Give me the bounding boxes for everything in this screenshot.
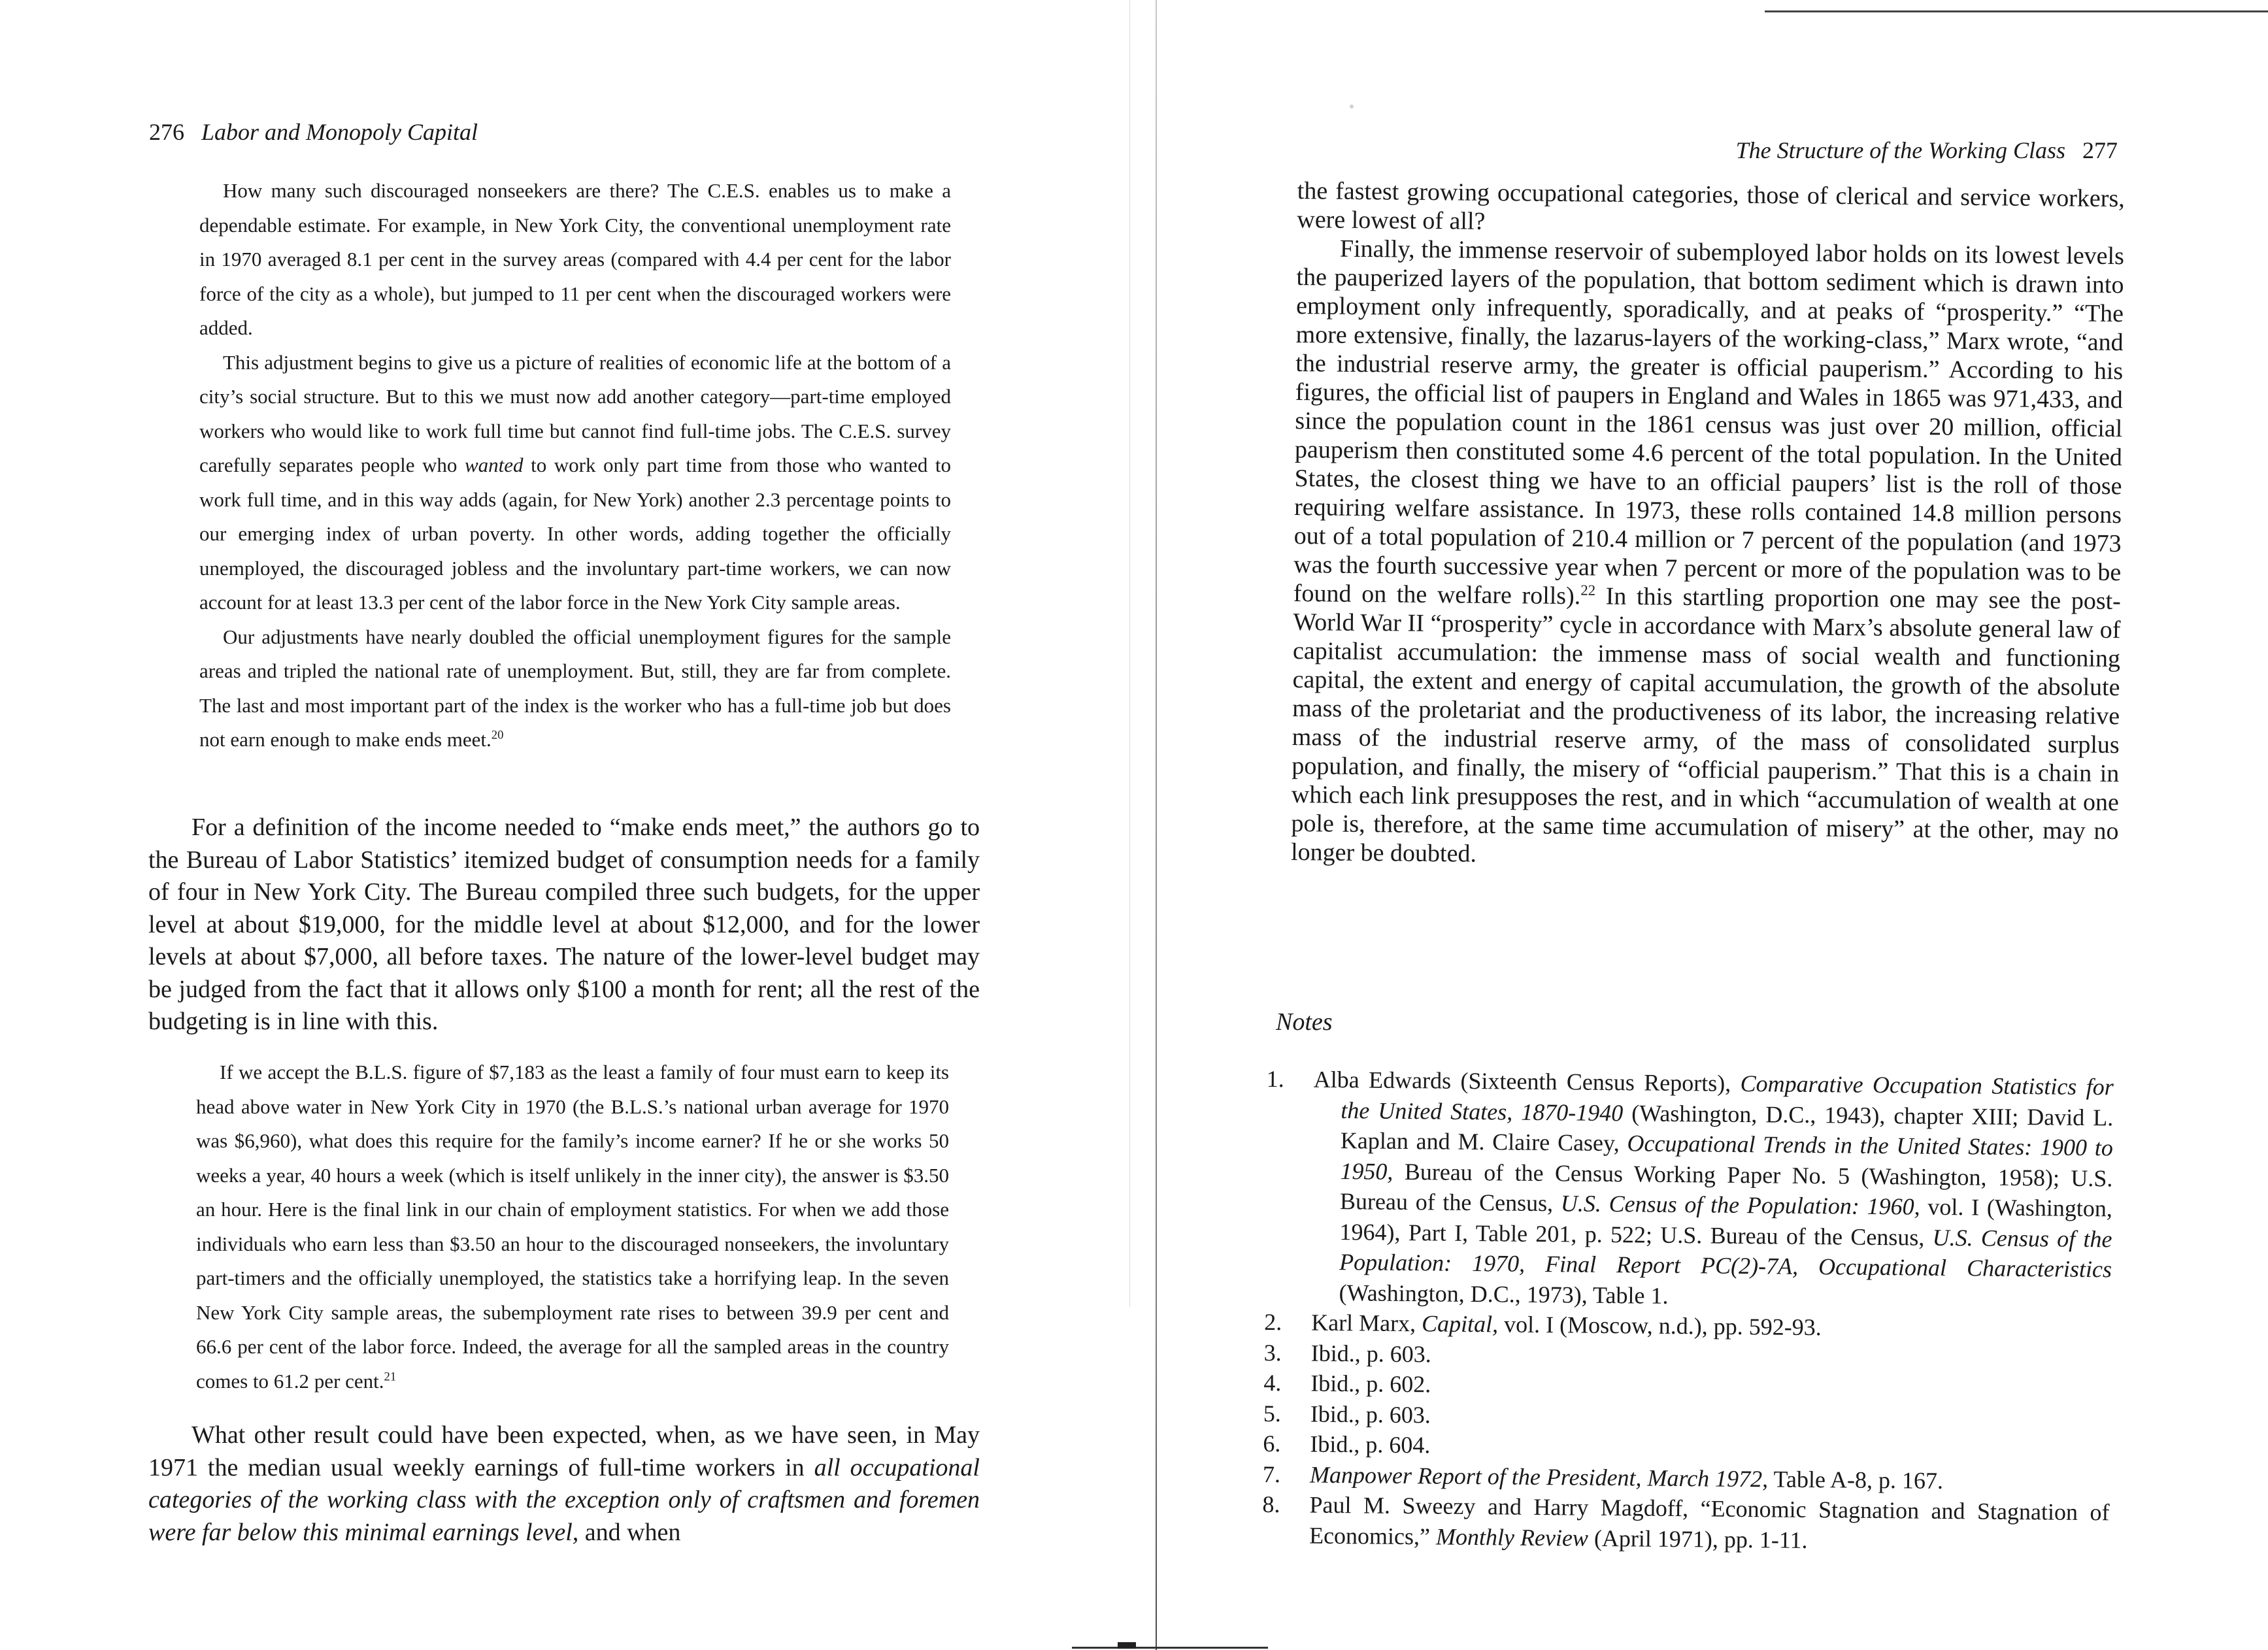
left-running-header — [149, 118, 478, 146]
scan-speck — [1350, 105, 1354, 108]
body2-emphasis: all occupational categories of the working class with the exception only of craftsmen and foremen were far below this minimal earnings level, — [148, 1453, 980, 1546]
quote2-text: If we accept the B.L.S. figure of $7,183 as the least a family of four must earn to keep its head above water in New York City in 1970 (the B.L.S.’s national urban average for 1970 was $6,960), what does this require for the family’s income earner? If he or she works 50 weeks a year, 40 hours a week (which is itself unlikely in the inner city), the answer is $3.50 an hour. Here is the final link in our chain of employment statistics. For when we add those individuals who earn less than $3.50 an hour to the discouraged nonseekers, the involuntary part-timers and the officially unemployed, the statistics take a horrifying leap. In the seven New York City sample areas, the subemployment rate rises to between 39.9 per cent and 66.6 per cent of the labor force. Indeed, the average for all the sampled areas in the country comes to 61.2 per cent. — [196, 1061, 949, 1393]
note8-part-a: Paul M. Sweezy and Harry Magdoff, “Economic Stagnation and Stagnation of Economics,” — [1309, 1491, 2110, 1550]
footnote-ref-22: 22 — [1580, 582, 1596, 599]
page-top-edge — [1765, 10, 2268, 12]
right-body-text — [1291, 176, 2125, 874]
right-page-number: 277 — [2082, 137, 2118, 163]
note2-part-c: vol. I (Moscow, n.d.), pp. 592-93. — [1497, 1311, 1822, 1341]
note8-part-c: (April 1971), pp. 1-11. — [1588, 1525, 1808, 1553]
quote1-p2-text-a: This adjustment begins to give us a picture of realities of economic life at the bottom of a city’s social structure. But to this we must now add another category—part-time employed workers who would like to work full time but cannot find full-time jobs. The C.E.S. survey carefully separates people who — [199, 350, 951, 476]
note-number: 3. — [1263, 1339, 1282, 1366]
note1-part-i: (Washington, D.C., 1973), Table 1. — [1339, 1279, 1669, 1309]
left-running-title: Labor and Monopoly Capital — [201, 119, 478, 145]
quote1-p2-text-b: to work only part time from those who wanted to work full time, and in this way adds (again, for New York) another 2.3 percentage points to our emerging index of urban poverty. In other words, adding together the officially unemployed, the discouraged jobless and the involuntary part-time workers, we can now account for at least 13.3 per cent of the labor force in the New York City sample areas. — [199, 454, 951, 614]
block-quote-2 — [196, 1055, 949, 1398]
right-paragraph-2 — [1291, 234, 2124, 874]
right-p2-text-b: In this startling proportion one may see the post-World War II “prosperity” cycle in accordance with Marx’s absolute general law of capitalist accumulation: the immense mass of social wealth and functioning capital, the extent and energy of capital accumulation, the growth of the absolute mass of the proletariat and the productiveness of its labor, the increasing relative mass of the industrial reserve army, of the mass of consolidated surplus population, and finally, the misery of “official pauperism.” That this is a chain in which each link presupposes the rest, and in which “accumulation of wealth at one pole is, therefore, at the same time accumulation of misery” at the other, may no longer be doubted. — [1290, 582, 2122, 868]
note-item — [1262, 1489, 2110, 1558]
body-paragraph-budget — [148, 812, 980, 1038]
note-number: 1. — [1266, 1065, 1284, 1093]
note-text: Ibid., p. 604. — [1310, 1430, 1431, 1459]
right-p2-text-a: Finally, the immense reservoir of subemployed labor holds on its lowest levels the pauperized layers of the population, that bottom sediment which is drawn into employment only infrequently, sporadically, and at peaks of “prosperity.” “The more extensive, finally, the lazarus-layers of the working-class,” Marx wrote, “and the industrial reserve army, the greater is official pauperism.” According to his figures, the official list of paupers in England and Wales in 1865 was 971,433, and since the population count in the 1861 census was just over 20 million, official pauperism then constituted some 4.6 percent of the total population. In the United States, the closest thing we have to an official paupers’ list is the roll of those requiring welfare assistance. In 1973, these rolls contained 14.8 million persons out of a total population of 210.4 million or 7 percent of the population (and 1973 was the fourth successive year when 7 percent or more of the population was to be found on the welfare rolls). — [1293, 235, 2125, 610]
footnote-ref-21: 21 — [384, 1370, 397, 1384]
notes-heading: Notes — [1276, 1008, 1333, 1036]
right-running-title: The Structure of the Working Class — [1735, 137, 2065, 163]
body2-text-a: What other result could have been expected, when, as we have seen, in May 1971 the median usual weekly earnings of full-time workers in — [148, 1421, 980, 1481]
left-page-number: 276 — [149, 119, 184, 145]
note-text: Ibid., p. 602. — [1310, 1370, 1431, 1398]
note-text — [1311, 1064, 2114, 1315]
quote1-p2-emphasis: wanted — [464, 454, 524, 476]
note-number: 2. — [1264, 1308, 1282, 1336]
note-number: 4. — [1263, 1369, 1282, 1396]
notes-list — [1262, 1064, 2114, 1558]
note-text: Ibid., p. 603. — [1310, 1400, 1431, 1428]
note1-part-c: (Washington, D.C., 1943), chapter XIII; David L. Kaplan and M. Claire Casey, — [1340, 1099, 2114, 1157]
note1-part-a: Alba Edwards (Sixteenth Census Reports), — [1313, 1066, 1741, 1097]
note7-part-b: Table A-8, p. 167. — [1767, 1465, 1944, 1494]
note-number: 8. — [1262, 1491, 1280, 1518]
note1-title-b: Occupational Trends in the United States: 1900 to 1950, — [1340, 1130, 2114, 1185]
note1-title-d: U.S. Census of the Population: 1970, Final Report PC(2)-7A, Occupational Characteristics — [1339, 1224, 2112, 1283]
right-running-header — [1736, 136, 2118, 165]
quote2-paragraph — [196, 1055, 949, 1398]
book-gutter — [1156, 0, 1157, 1650]
note1-part-g: vol. I (Washington, 1964), Part I, Table 201, p. 522; U.S. Bureau of the Census, — [1339, 1193, 2113, 1251]
body-paragraph-result — [148, 1419, 980, 1549]
right-paragraph-1: the fastest growing occupational categories, those of clerical and service workers, were lowest of all? — [1297, 176, 2125, 235]
note-text — [1309, 1490, 2110, 1559]
note1-title-a: Comparative Occupation Statistics for the United States, 1870-1940 — [1341, 1070, 2114, 1126]
quote1-paragraph-2 — [199, 346, 951, 620]
note2-title: Capital, — [1421, 1310, 1499, 1338]
note-number: 6. — [1263, 1430, 1281, 1457]
quote1-paragraph-1: How many such discouraged nonseekers are there? The C.E.S. enables us to make a dependable estimate. For example, in New York City, the conventional unemployment rate in 1970 averaged 8.1 per cent in the survey areas (compared with 4.4 per cent for the labor force of the city as a whole), but jumped to 11 per cent when the discouraged workers were added. — [199, 179, 951, 339]
note-number: 5. — [1263, 1400, 1282, 1427]
body-paragraph-1: For a definition of the income needed to “make ends meet,” the authors go to the Bureau of Labor Statistics’ itemized budget of consumption needs for a family of four in New York City. The Bureau compiled three such budgets, for the upper level at about $19,000, for the middle level at about $12,000, and for the lower levels at about $7,000, all before taxes. The nature of the lower-level budget may be judged from the fact that it allows only $100 a month for rent; all the rest of the budgeting is in line with this. — [148, 814, 980, 1035]
note1-title-c: U.S. Census of the Population: 1960, — [1560, 1190, 1920, 1220]
note7-title: Manpower Report of the President, March 1972, — [1309, 1461, 1769, 1492]
body-paragraph-2 — [148, 1419, 980, 1549]
quote1-paragraph-3 — [199, 620, 951, 757]
body2-text-b: and when — [578, 1518, 681, 1546]
note-item — [1264, 1064, 2114, 1315]
note2-part-a: Karl Marx, — [1311, 1309, 1422, 1337]
note-number: 7. — [1262, 1460, 1281, 1487]
footnote-ref-20: 20 — [491, 728, 504, 742]
quote1-p3-text: Our adjustments have nearly doubled the official unemployment figures for the sample areas and tripled the national rate of unemployment. But, still, they are far from complete. The last and most important part of the index is the worker who has a full-time job but does not earn enough to make ends meet. — [199, 625, 951, 751]
note8-title: Monthly Review — [1435, 1523, 1589, 1551]
note1-part-e: Bureau of the Census Working Paper No. 5 (Washington, 1958); U.S. Bureau of the Census, — [1339, 1158, 2113, 1217]
block-quote-1 — [199, 174, 951, 757]
note-text: Ibid., p. 603. — [1310, 1340, 1431, 1367]
